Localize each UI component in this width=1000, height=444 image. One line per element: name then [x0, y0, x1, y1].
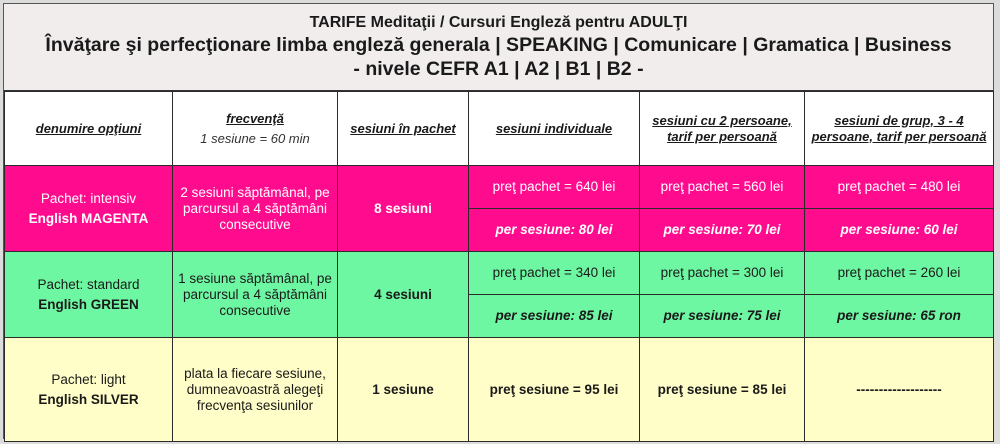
individual-package-price: preţ pachet = 640 lei: [469, 166, 640, 209]
price-table: [4, 91, 994, 442]
individual-package-price: preţ pachet = 340 lei: [469, 252, 640, 295]
individual-per-session: per sesiune: 80 lei: [469, 209, 640, 252]
individual-per-session: per sesiune: 85 lei: [469, 295, 640, 338]
group-session-price: -------------------: [805, 338, 994, 442]
package-cell: Pachet: standard English GREEN: [5, 252, 173, 338]
pair-per-session: per sesiune: 75 lei: [640, 295, 805, 338]
individual-session-price: preţ sesiune = 95 lei: [469, 338, 640, 442]
pair-per-session: per sesiune: 70 lei: [640, 209, 805, 252]
table-header-banner: [4, 4, 993, 91]
col-header-frequency: frecvenţă 1 sesiune = 60 min: [173, 92, 338, 166]
sessions-cell: 4 sesiuni: [338, 252, 469, 338]
sessions-cell: 8 sesiuni: [338, 166, 469, 252]
col-header-group: sesiuni de grup, 3 - 4 persoane, tarif per persoană: [805, 92, 994, 166]
title: TARIFE Meditaţii / Cursuri Engleză pentru ADULŢI: [309, 14, 688, 31]
col-header-individual: sesiuni individuale: [469, 92, 640, 166]
sessions-cell: 1 sesiune: [338, 338, 469, 442]
col-header-pair: sesiuni cu 2 persoane, tarif per persoană: [640, 92, 805, 166]
levels-line: - nivele CEFR A1 | A2 | B1 | B2 -: [353, 58, 644, 80]
group-package-price: preţ pachet = 480 lei: [805, 166, 994, 209]
table-row-magenta: [5, 166, 994, 209]
frequency-cell: plata la fiecare sesiune, dumneavoastră alegeţi frecvenţa sesiunilor: [173, 338, 338, 442]
table-row-silver: [5, 338, 994, 442]
package-cell: Pachet: intensiv English MAGENTA: [5, 166, 173, 252]
col-header-options: denumire opţiuni: [5, 92, 173, 166]
group-per-session: per sesiune: 60 lei: [805, 209, 994, 252]
price-table-frame: [3, 3, 994, 439]
table-row-green: [5, 252, 994, 295]
col-header-sessions: sesiuni în pachet: [338, 92, 469, 166]
pair-package-price: preţ pachet = 560 lei: [640, 166, 805, 209]
column-header-row: [5, 92, 994, 166]
group-package-price: preţ pachet = 260 lei: [805, 252, 994, 295]
package-cell: Pachet: light English SILVER: [5, 338, 173, 442]
pair-session-price: preţ sesiune = 85 lei: [640, 338, 805, 442]
pair-package-price: preţ pachet = 300 lei: [640, 252, 805, 295]
group-per-session: per sesiune: 65 ron: [805, 295, 994, 338]
frequency-cell: 1 sesiune săptămânal, pe parcursul a 4 săptămâni consecutive: [173, 252, 338, 338]
subtitle: Învăţare şi perfecţionare limba engleză generala | SPEAKING | Comunicare | Gramatica | Business: [45, 34, 952, 56]
frequency-cell: 2 sesiuni săptămânal, pe parcursul a 4 săptămâni consecutive: [173, 166, 338, 252]
